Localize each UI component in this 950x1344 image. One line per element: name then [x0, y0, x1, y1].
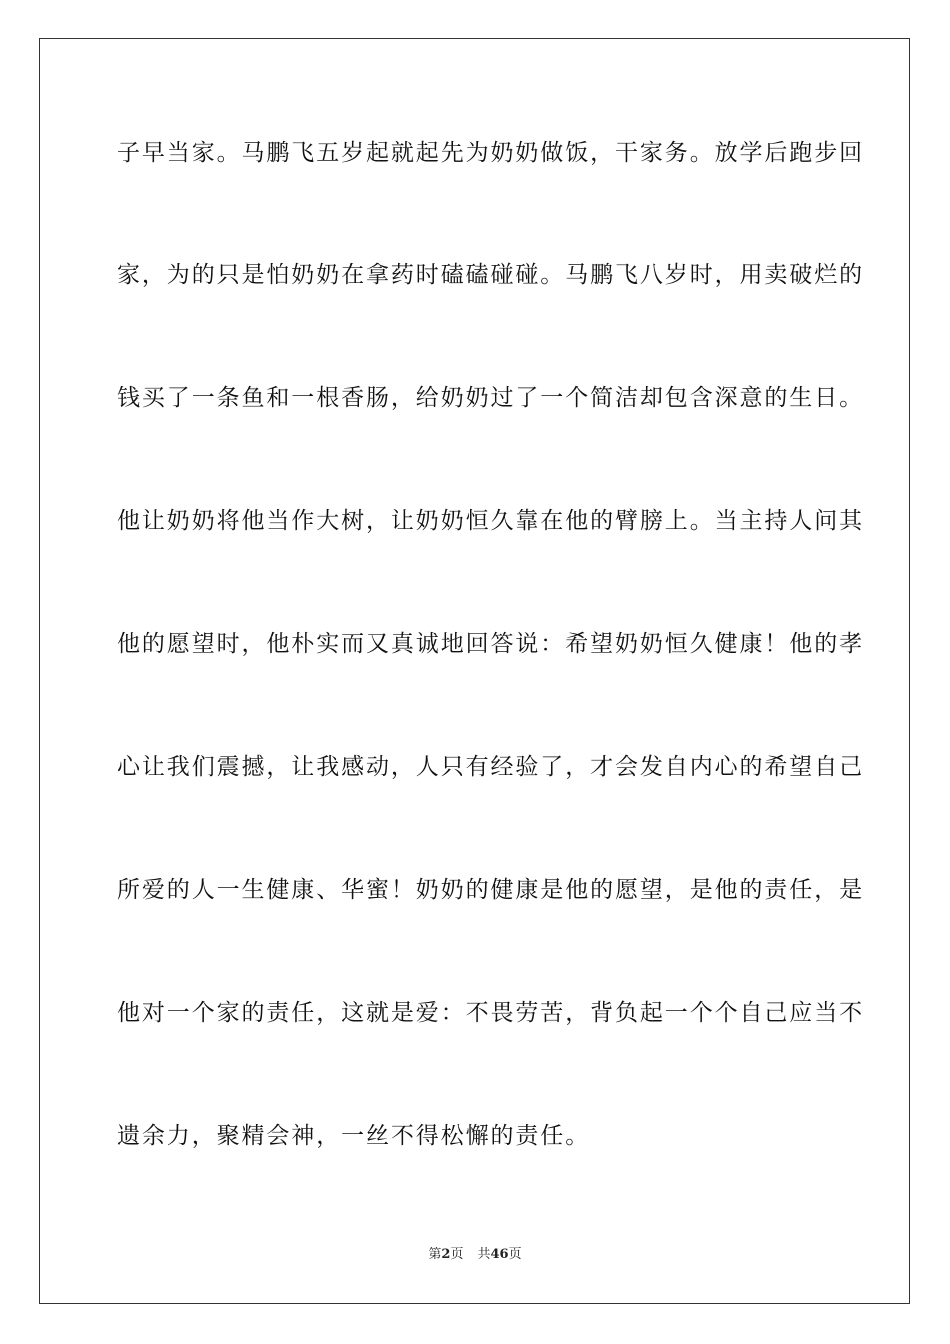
- page-footer: [0, 1246, 950, 1264]
- text-line-5: 他的愿望时，他朴实而又真诚地回答说：希望奶奶恒久健康！他的孝: [117, 631, 864, 657]
- total-suffix: 页: [508, 1247, 522, 1262]
- text-line-3: 钱买了一条鱼和一根香肠，给奶奶过了一个简洁却包含深意的生日。: [117, 385, 864, 411]
- text-line-8: 他对一个家的责任，这就是爱：不畏劳苦，背负起一个个自己应当不: [117, 1000, 864, 1026]
- page-suffix: 页: [450, 1247, 464, 1262]
- text-line-7: 所爱的人一生健康、华蜜！奶奶的健康是他的愿望，是他的责任，是: [117, 877, 864, 903]
- page-prefix: 第: [428, 1247, 442, 1262]
- total-prefix: 共: [477, 1247, 491, 1262]
- total-pages: 46: [490, 1247, 509, 1262]
- text-line-6: 心让我们震撼，让我感动，人只有经验了，才会发自内心的希望自己: [117, 754, 864, 780]
- text-line-2: 家，为的只是怕奶奶在拿药时磕磕碰碰。马鹏飞八岁时，用卖破烂的: [117, 262, 864, 288]
- text-line-4: 他让奶奶将他当作大树，让奶奶恒久靠在他的臂膀上。当主持人问其: [117, 508, 864, 534]
- page-number: 2: [441, 1247, 451, 1262]
- text-line-9: 遗余力，聚精会神，一丝不得松懈的责任。: [117, 1123, 591, 1149]
- text-line-1: 子早当家。马鹏飞五岁起就起先为奶奶做饭，干家务。放学后跑步回: [117, 140, 864, 166]
- page-border: [39, 38, 910, 1304]
